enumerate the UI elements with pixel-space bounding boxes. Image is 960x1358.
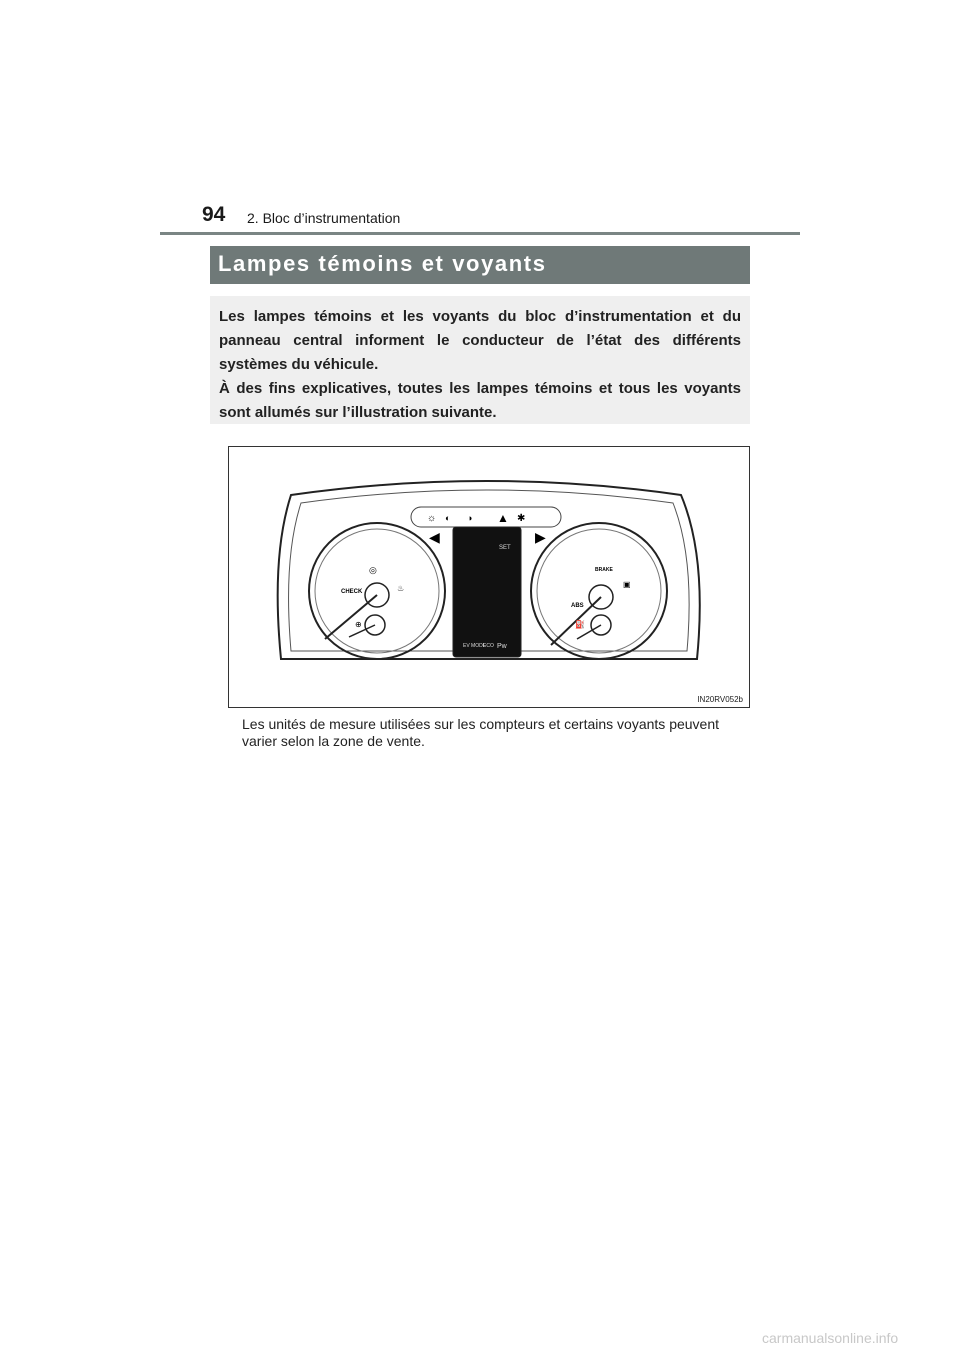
page-title: Lampes témoins et voyants xyxy=(218,251,547,276)
title-bar xyxy=(210,246,750,284)
headlight-icon: ◐ xyxy=(445,513,451,523)
left-subgauge-needle xyxy=(349,625,375,637)
abs-label: ABS xyxy=(571,603,584,609)
watermark: carmanualsonline.info xyxy=(762,1330,899,1346)
intro-box xyxy=(210,296,750,424)
intro-paragraph-2: À des fins explicatives, toutes les lampes témoins et tous les voyants sont allumés sur l’illustration suivante. xyxy=(219,380,741,421)
display-power: Pw xyxy=(497,643,507,650)
left-gauge-outer xyxy=(309,523,445,659)
fog-light-icon: ◑ xyxy=(467,513,473,523)
display-ev-mode: EV MODE xyxy=(463,643,487,649)
header-divider xyxy=(160,232,800,235)
turn-right-icon: ▶ xyxy=(535,529,546,545)
airbag-icon: ✱ xyxy=(517,513,526,524)
battery-icon: ⊕ xyxy=(355,620,362,629)
display-eco: ECO xyxy=(483,643,494,649)
figure-id: IN20RV052b xyxy=(697,695,743,704)
brake-warning-icon: ◎ xyxy=(369,565,377,575)
fuel-icon: ⛽ xyxy=(575,620,585,629)
note xyxy=(242,716,748,750)
seatbelt-icon: ▣ xyxy=(623,580,631,589)
intro-paragraph-1: Les lampes témoins et les voyants du bloc d’instrumentation et du panneau central informent le conducteur de l’état des différents systèmes du véhicule. xyxy=(219,308,741,373)
light-icon: ☼ xyxy=(427,513,437,524)
page-number: 94 xyxy=(202,203,226,226)
brake-label: BRAKE xyxy=(595,567,613,573)
section-title: 2. Bloc d’instrumentation xyxy=(247,210,401,226)
oil-icon: ♨ xyxy=(397,584,405,593)
right-gauge-outer xyxy=(531,523,667,659)
check-engine-label: CHECK xyxy=(341,589,363,595)
note-text: Les unités de mesure utilisées sur les compteurs et certains voyants peuvent varier selon la zone de vente. xyxy=(242,716,720,749)
warning-triangle-icon: ▲ xyxy=(497,511,509,525)
instrument-cluster-illustration xyxy=(229,447,749,707)
instrument-cluster-figure xyxy=(228,446,750,708)
display-set-text: SET xyxy=(499,545,511,551)
turn-left-icon: ◀ xyxy=(429,529,440,545)
multi-info-display xyxy=(453,527,521,657)
